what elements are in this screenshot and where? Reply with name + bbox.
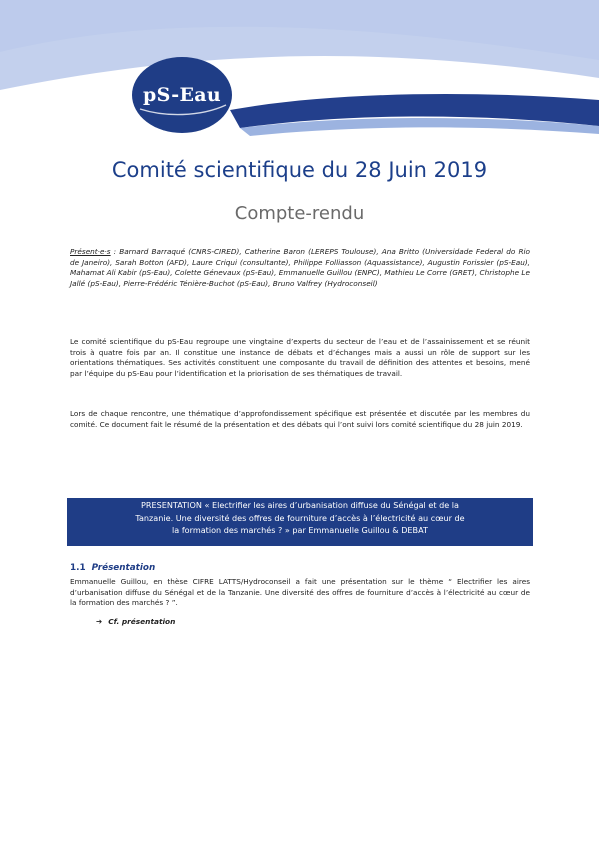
banner-line: Tanzanie. Une diversité des offres de fourniture d’accès à l’électricité au cœur de [135,512,465,523]
attendees-paragraph [70,247,530,289]
logo-text: pS-Eau [143,84,221,106]
intro-paragraph-2: Lors de chaque rencontre, une thématique d’approfondissement spécifique est présentée et discutée par les membres du comité. Ce document fait le résumé de la présentation et des débats qui l’ont suivi lors comité scientifique du 28 juin 2019. [70,409,530,429]
section-banner [67,498,533,546]
arrow-right-icon: ➔ [96,617,103,626]
banner-line: PRESENTATION « Electrifier les aires d’urbanisation diffuse du Sénégal et de la [140,500,460,510]
section-title: Présentation [91,563,156,573]
document-subtitle: Compte-rendu [234,203,365,224]
section-heading [70,563,155,573]
attendees-label: Présent·e·s [70,247,111,256]
intro-paragraph-1: Le comité scientifique du pS-Eau regroupe une vingtaine d’experts du secteur de l’eau et de l’assainissement et se réunit trois à quatre fois par an. Il constitue une instance de débats et d’échanges mais a aussi un rôle de support sur les orientations thématiques. Ses activités constituent une composante du travail de définition des attentes et besoins, mené par l’équipe du pS-Eau pour l’identification et la priorisation de ses thématiques de travail. [70,337,530,378]
section-body-paragraph: Emmanuelle Guillou, en thèse CIFRE LATTS/Hydroconseil a fait une présentation sur le thème “ Electrifier les aires d’urbanisation diffuse du Sénégal et de la Tanzanie. Une diversité des offres de fourniture d’accès à l’électricité au cœur de la formation des marchés ? ”. [70,577,530,608]
logo [130,55,234,135]
attendees-list: : Barnard Barraqué (CNRS-CIRED), Catherine Baron (LEREPS Toulouse), Ana Britto (Universidade Federal do Rio de Janeiro), Sarah Botton (AFD), Laure Criqui (consultante), Philippe Folliasson (Aquassistance), Augustin Forissier (pS-Eau), Mahamat Ali Kabir (pS-Eau), Colette Génevaux (pS-Eau), Emmanuelle Guillou (ENPC), Mathieu Le Corre (GRET), Christophe Le Jallé (pS-Eau), Pierre-Frédéric Ténière-Buchot (pS-Eau), Bruno Valfrey (Hydroconseil) [70,247,530,288]
reference-bullet [96,617,175,626]
header-wave-graphic [0,0,599,160]
document-title: Comité scientifique du 28 Juin 2019 [111,158,488,182]
section-number: 1.1 [70,563,86,573]
reference-text: Cf. présentation [108,617,176,626]
banner-line: la formation des marchés ? » par Emmanuelle Guillou & DEBAT [172,525,428,536]
